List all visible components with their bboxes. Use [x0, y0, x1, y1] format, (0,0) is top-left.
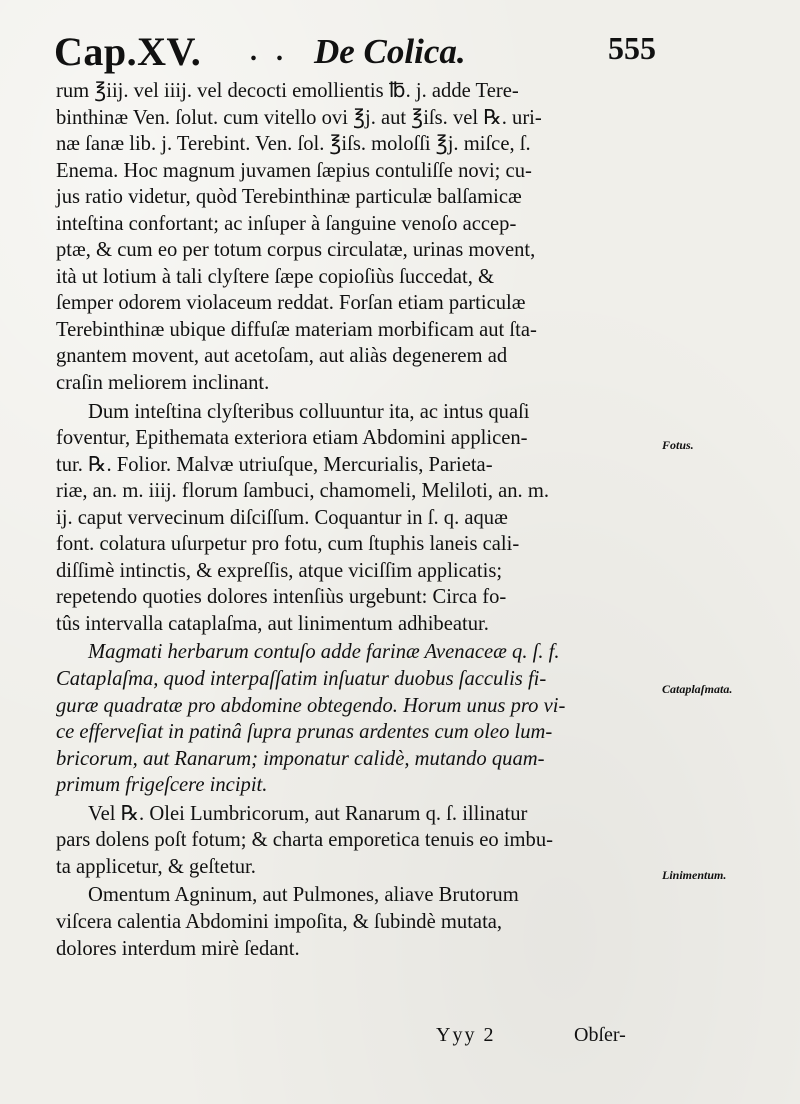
paragraph-1-line-7: ptæ, & cum eo per totum corpus circulatæ, urinas movent,	[56, 239, 536, 262]
paragraph-3-line-1: Magmati herbarum contuſo adde farinæ Avenaceæ q. ſ. f.	[88, 641, 560, 664]
margin-note-linimentum: Linimentum.	[662, 868, 727, 882]
paragraph-1-line-10: Terebinthinæ ubique diffuſæ materiam morbificam aut ſta-	[56, 318, 537, 341]
paragraph-1-line-1: rum ℥iij. vel iiij. vel decocti emollientis ℔. j. adde Tere-	[56, 80, 519, 102]
paragraph-1-line-3: næ ſanæ lib. j. Terebint. Ven. ſol. ℥iſs. moloſſi ℥j. miſce, ſ.	[56, 133, 531, 156]
margin-note-fotus: Fotus.	[662, 438, 694, 452]
paragraph-2-line-6: font. colatura uſurpetur pro fotu, cum ſtuphis laneis cali-	[56, 533, 520, 556]
page-number: 555	[608, 30, 656, 66]
paragraph-2-line-5: ij. caput vervecinum diſciſſum. Coquantur in ſ. q. aquæ	[56, 506, 508, 529]
paragraph-3-line-6: primum frigeſcere incipit.	[56, 774, 268, 797]
margin-notes	[660, 0, 800, 1104]
paragraph-3	[56, 639, 658, 798]
running-header	[54, 28, 656, 76]
paragraph-2-line-7: diſſimè intinctis, & expreſſis, atque viciſſim applicatis;	[56, 559, 503, 582]
paragraph-1-line-5: jus ratio videtur, quòd Terebinthinæ particulæ balſamicæ	[56, 186, 522, 209]
chapter-heading: Cap.XV.	[54, 29, 202, 74]
paragraph-1-line-9: ſemper odorem violaceum reddat. Forſan etiam particulæ	[56, 292, 526, 315]
catchword: Obſer-	[574, 1024, 626, 1046]
page-title: De Colica.	[314, 32, 466, 71]
paragraph-1-line-4: Enema. Hoc magnum juvamen ſæpius contuliſſe novi; cu-	[56, 159, 532, 182]
paragraph-2-line-8: repetendo quoties dolores intenſiùs urgebunt: Circa fo-	[56, 586, 507, 609]
paragraph-4	[56, 801, 658, 881]
paragraph-3-line-2: Cataplaſma, quod interpaſſatim inſuatur duobus ſacculis fi-	[56, 668, 547, 691]
paragraph-1-line-12: craſin meliorem inclinant.	[56, 372, 270, 395]
paragraph-5-line-1: Omentum Agninum, aut Pulmones, aliave Brutorum	[88, 884, 519, 907]
paragraph-2-line-1: Dum inteſtina clyſteribus colluuntur ita, ac intus quaſi	[88, 400, 530, 423]
paragraph-2-line-9: tûs intervalla cataplaſma, aut linimentum adhibeatur.	[56, 612, 489, 635]
paragraph-2-line-2: foventur, Epithemata exteriora etiam Abdomini applicen-	[56, 427, 528, 450]
paragraph-2-line-3: tur. ℞. Folior. Malvæ utriuſque, Mercurialis, Parieta-	[56, 453, 493, 476]
paragraph-4-line-2: pars dolens poſt fotum; & charta emporetica tenuis eo imbu-	[56, 829, 553, 852]
paragraph-2	[56, 399, 658, 638]
paragraph-3-line-4: ce efferveſiat in patinâ ſupra prunas ardentes cum oleo lum-	[56, 721, 553, 744]
paragraph-1-line-2: binthinæ Ven. ſolut. cum vitello ovi ℥j. aut ℥iſs. vel ℞. uri-	[56, 106, 542, 129]
paragraph-2-line-4: riæ, an. m. iiij. florum ſambuci, chamomeli, Meliloti, an. m.	[56, 480, 550, 503]
paragraph-1-line-8: ità ut lotium à tali clyſtere ſæpe copioſiùs ſuccedat, &	[56, 265, 495, 288]
paragraph-3-line-5: bricorum, aut Ranarum; imponatur calidè, mutando quam-	[56, 747, 545, 770]
margin-note-cataplasmata: Cataplaſmata.	[662, 682, 733, 696]
paragraph-5-line-2: viſcera calentia Abdomini impoſita, & ſubindè mutata,	[56, 910, 503, 933]
paragraph-1-line-6: inteſtina confortant; ac inſuper à ſanguine venoſo accep-	[56, 212, 517, 235]
paragraph-4-line-1: Vel ℞. Olei Lumbricorum, aut Ranarum q. ſ. illinatur	[88, 802, 528, 825]
paragraph-5-line-3: dolores interdum mirè ſedant.	[56, 937, 300, 960]
paragraph-5	[56, 882, 658, 962]
paragraph-3-line-3: guræ quadratæ pro abdomine obtegendo. Horum unus pro vi-	[56, 694, 566, 717]
signature-mark: Yyy 2	[436, 1024, 496, 1046]
paragraph-1	[56, 78, 658, 397]
header-ornament: . .	[250, 36, 289, 67]
main-text	[56, 78, 658, 962]
paragraph-4-line-3: ta applicetur, & geſtetur.	[56, 855, 256, 878]
paragraph-1-line-11: gnantem movent, aut acetoſam, aut aliàs degenerem ad	[56, 345, 508, 368]
